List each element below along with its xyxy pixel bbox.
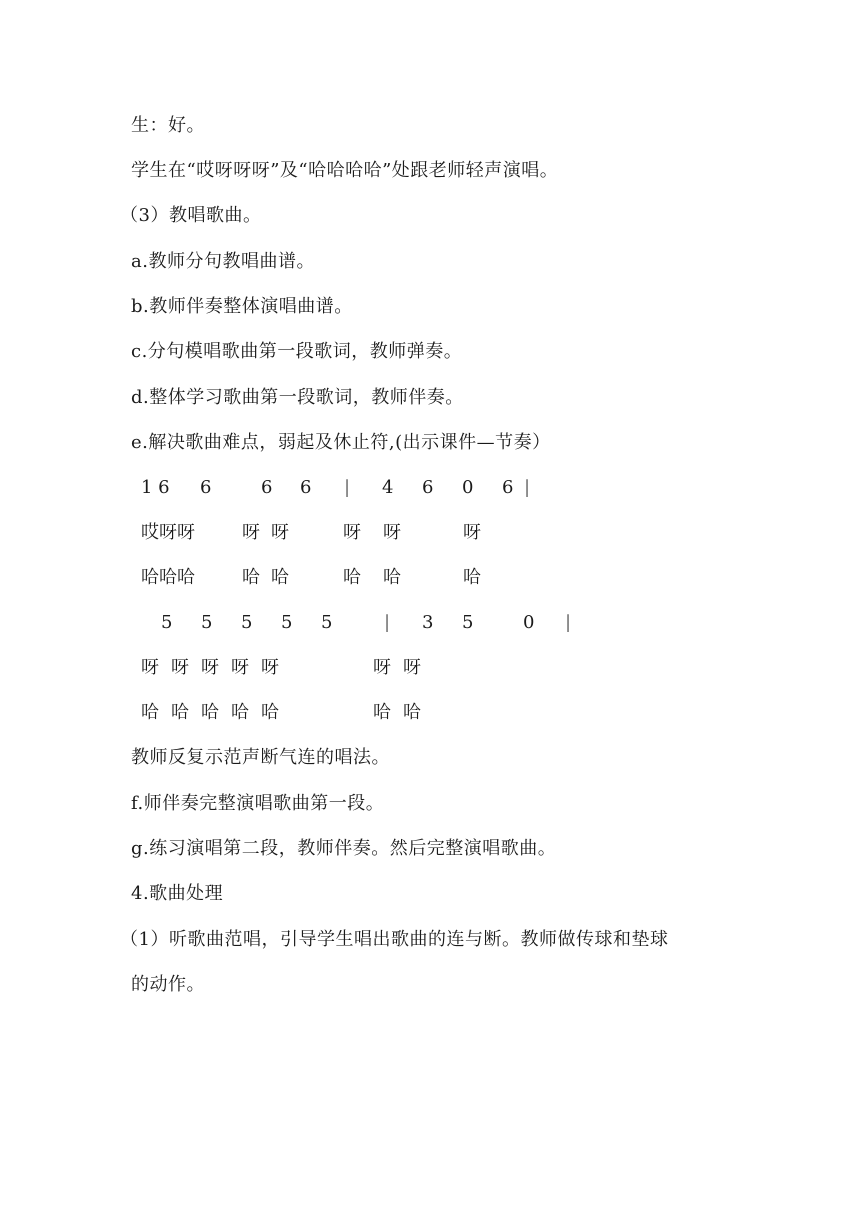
lyric: 哈	[403, 702, 421, 723]
note: 6	[502, 477, 514, 498]
lyric: 呀	[231, 657, 249, 678]
lyric: 呀	[383, 522, 401, 543]
score-row2-lyric2	[0, 701, 860, 725]
score-row2-notes	[0, 611, 860, 635]
score-row2-lyric1	[0, 656, 860, 680]
lyric: 哈	[383, 567, 401, 588]
lyric: 呀	[403, 657, 421, 678]
bar-line: |	[344, 477, 351, 498]
note: 1 6	[141, 477, 170, 498]
note: 3	[422, 612, 434, 633]
score-row1-lyric2	[0, 566, 860, 590]
lyric: 呀	[242, 522, 260, 543]
lyric: 呀	[261, 657, 279, 678]
lyric: 呀	[373, 657, 391, 678]
text-line-step-d: d.整体学习歌曲第一段歌词，教师伴奏。	[131, 387, 464, 408]
note: 6	[261, 477, 273, 498]
note: 6	[422, 477, 434, 498]
lyric: 呀	[201, 657, 219, 678]
note: 4	[382, 477, 394, 498]
lyric: 哎呀呀	[141, 522, 195, 543]
lyric: 呀	[463, 522, 481, 543]
text-line-step-f: f.师伴奏完整演唱歌曲第一段。	[131, 793, 385, 814]
note: 0	[462, 477, 474, 498]
bar-line: |	[384, 612, 391, 633]
text-line-item-1-cont: 的动作。	[131, 974, 205, 995]
text-line-teacher-demo: 教师反复示范声断气连的唱法。	[131, 747, 390, 768]
text-line-step-b: b.教师伴奏整体演唱曲谱。	[131, 296, 353, 317]
note: 5	[321, 612, 333, 633]
score-row1-notes	[0, 476, 860, 500]
lyric: 呀	[271, 522, 289, 543]
bar-line: |	[524, 477, 531, 498]
lyric: 哈	[463, 567, 481, 588]
text-line-item-1: （1）听歌曲范唱，引导学生唱出歌曲的连与断。教师做传球和垫球	[120, 929, 669, 950]
lyric: 呀	[171, 657, 189, 678]
lyric: 哈	[343, 567, 361, 588]
text-line-step-e: e.解决歌曲难点，弱起及休止符,(出示课件—节奏）	[131, 432, 551, 453]
note: 6	[200, 477, 212, 498]
bar-line: |	[565, 612, 572, 633]
note: 5	[462, 612, 474, 633]
lyric: 哈	[171, 702, 189, 723]
lyric: 哈	[373, 702, 391, 723]
note: 5	[201, 612, 213, 633]
score-row1-lyric1	[0, 521, 860, 545]
lyric: 哈	[271, 567, 289, 588]
lyric: 哈	[242, 567, 260, 588]
note: 5	[241, 612, 253, 633]
lyric: 哈哈哈	[141, 567, 195, 588]
text-line-step-g: g.练习演唱第二段，教师伴奏。然后完整演唱歌曲。	[131, 838, 557, 859]
lyric: 哈	[141, 702, 159, 723]
text-line-section-4: 4.歌曲处理	[131, 883, 224, 904]
lyric: 哈	[231, 702, 249, 723]
text-line-step-c: c.分句模唱歌曲第一段歌词，教师弹奏。	[131, 341, 463, 362]
text-line-student-singing: 学生在“哎呀呀呀”及“哈哈哈哈”处跟老师轻声演唱。	[131, 160, 559, 181]
lyric: 呀	[343, 522, 361, 543]
note: 5	[281, 612, 293, 633]
lyric: 呀	[141, 657, 159, 678]
note: 6	[300, 477, 312, 498]
text-line-step-a: a.教师分句教唱曲谱。	[131, 251, 315, 272]
note: 0	[523, 612, 535, 633]
lyric: 哈	[201, 702, 219, 723]
lyric: 哈	[261, 702, 279, 723]
note: 5	[161, 612, 173, 633]
text-line-sheng-hao: 生：好。	[131, 115, 205, 136]
text-line-section-3: （3）教唱歌曲。	[120, 205, 262, 226]
